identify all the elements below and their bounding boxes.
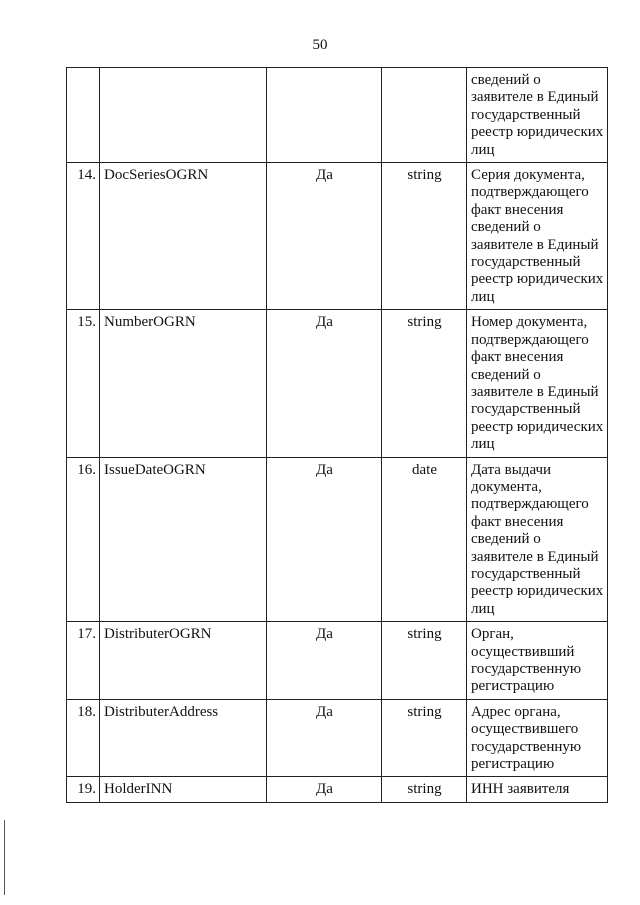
field-name: DocSeriesOGRN [100, 163, 267, 310]
field-name [100, 68, 267, 163]
field-description: Адрес органа, осуществившего государственную регистрацию [467, 699, 608, 777]
page-number: 50 [312, 37, 328, 53]
field-type: string [382, 777, 467, 802]
field-name: NumberOGRN [100, 310, 267, 457]
field-description: Номер документа, подтверждающего факт внесения сведений о заявителе в Единый государственный реестр юридических лиц [467, 310, 608, 457]
table-row [67, 457, 608, 622]
fields-table [66, 67, 608, 803]
field-name: DistributerOGRN [100, 622, 267, 700]
table-row [67, 68, 608, 163]
field-type: string [382, 622, 467, 700]
field-description: Серия документа, подтверждающего факт внесения сведений о заявителе в Единый государственный реестр юридических лиц [467, 163, 608, 310]
field-type [382, 68, 467, 163]
field-required: Да [267, 310, 382, 457]
field-description: Дата выдачи документа, подтверждающего факт внесения сведений о заявителе в Единый государственный реестр юридических лиц [467, 457, 608, 622]
field-required: Да [267, 457, 382, 622]
field-required: Да [267, 622, 382, 700]
field-required: Да [267, 777, 382, 802]
table-row [67, 699, 608, 777]
field-description: ИНН заявителя [467, 777, 608, 802]
row-number: 19. [67, 777, 100, 802]
field-required [267, 68, 382, 163]
field-type: string [382, 699, 467, 777]
field-description: сведений о заявителе в Единый государственный реестр юридических лиц [467, 68, 608, 163]
table-row [67, 163, 608, 310]
margin-line [4, 820, 5, 895]
field-name: IssueDateOGRN [100, 457, 267, 622]
field-type: string [382, 310, 467, 457]
row-number: 17. [67, 622, 100, 700]
table-row [67, 310, 608, 457]
field-name: HolderINN [100, 777, 267, 802]
field-type: string [382, 163, 467, 310]
row-number: 15. [67, 310, 100, 457]
table-row [67, 777, 608, 802]
row-number: 18. [67, 699, 100, 777]
field-required: Да [267, 163, 382, 310]
row-number: 14. [67, 163, 100, 310]
field-name: DistributerAddress [100, 699, 267, 777]
field-type: date [382, 457, 467, 622]
field-description: Орган, осуществивший государственную регистрацию [467, 622, 608, 700]
row-number [67, 68, 100, 163]
table-row [67, 622, 608, 700]
row-number: 16. [67, 457, 100, 622]
field-required: Да [267, 699, 382, 777]
